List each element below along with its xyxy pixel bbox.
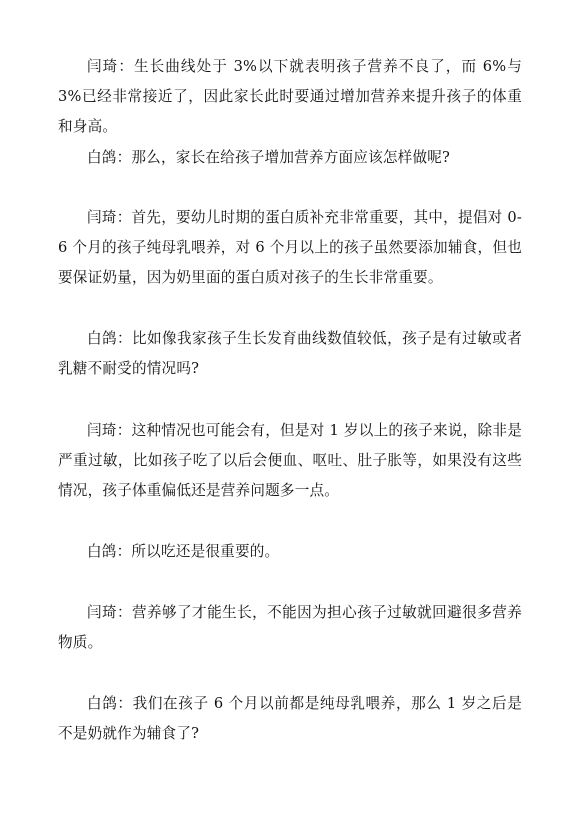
paragraph-text: 这种情况也可能会有，但是对 1 岁以上的孩子来说，除非是严重过敏，比如孩子吃了以后会便血、呕吐、肚子胀等，如果没有这些情况，孩子体重偏低还是营养问题多一点。 [58, 422, 523, 499]
speaker-separator: ： [117, 695, 133, 712]
paragraph-text: 那么，家长在给孩子增加营养方面应该怎样做呢? [131, 149, 451, 166]
speaker-separator: ： [116, 422, 132, 439]
paragraph-text: 比如像我家孩子生长发育曲线数值较低，孩子是有过敏或者乳糖不耐受的情况吗? [58, 330, 523, 377]
speaker-separator: ： [116, 149, 132, 166]
speaker-name: 白鸽 [87, 543, 117, 560]
speaker-name: 白鸽 [87, 149, 117, 166]
speaker-name: 闫琦 [87, 422, 117, 439]
speaker-separator: ： [116, 543, 132, 560]
dialogue-paragraph [58, 143, 522, 173]
dialogue-paragraph [58, 416, 522, 506]
paragraph-text: 营养够了才能生长，不能因为担心孩子过敏就回避很多营养物质。 [58, 604, 523, 651]
paragraph-text: 我们在孩子 6 个月以前都是纯母乳喂养，那么 1 岁之后是不是奶就作为辅食了? [58, 695, 522, 742]
speaker-separator: ： [117, 330, 133, 347]
dialogue-paragraph [58, 689, 522, 749]
dialogue-paragraph [58, 598, 522, 658]
dialogue-paragraph [58, 537, 522, 567]
speaker-name: 白鸽 [87, 695, 118, 712]
speaker-name: 闫琦 [87, 604, 118, 621]
dialogue-paragraph [58, 52, 522, 142]
speaker-name: 白鸽 [87, 330, 118, 347]
paragraph-text: 首先，要幼儿时期的蛋白质补充非常重要，其中，提倡对 0-6 个月的孩子纯母乳喂养，对 6 个月以上的孩子虽然要添加辅食，但也要保证奶量，因为奶里面的蛋白质对孩子的生长非常重要。 [58, 209, 522, 286]
speaker-name: 闫琦 [87, 58, 119, 75]
paragraph-text: 所以吃还是很重要的。 [131, 543, 280, 560]
speaker-name: 闫琦 [87, 209, 117, 226]
paragraph-text: 生长曲线处于 3%以下就表明孩子营养不良了，而 6%与 3%已经非常接近了，因此家长此时要通过增加营养来提升孩子的体重和身高。 [58, 58, 523, 135]
dialogue-paragraph [58, 203, 522, 293]
speaker-separator: ： [117, 604, 133, 621]
dialogue-paragraph [58, 324, 522, 384]
speaker-separator: ： [118, 58, 134, 75]
speaker-separator: ： [116, 209, 132, 226]
